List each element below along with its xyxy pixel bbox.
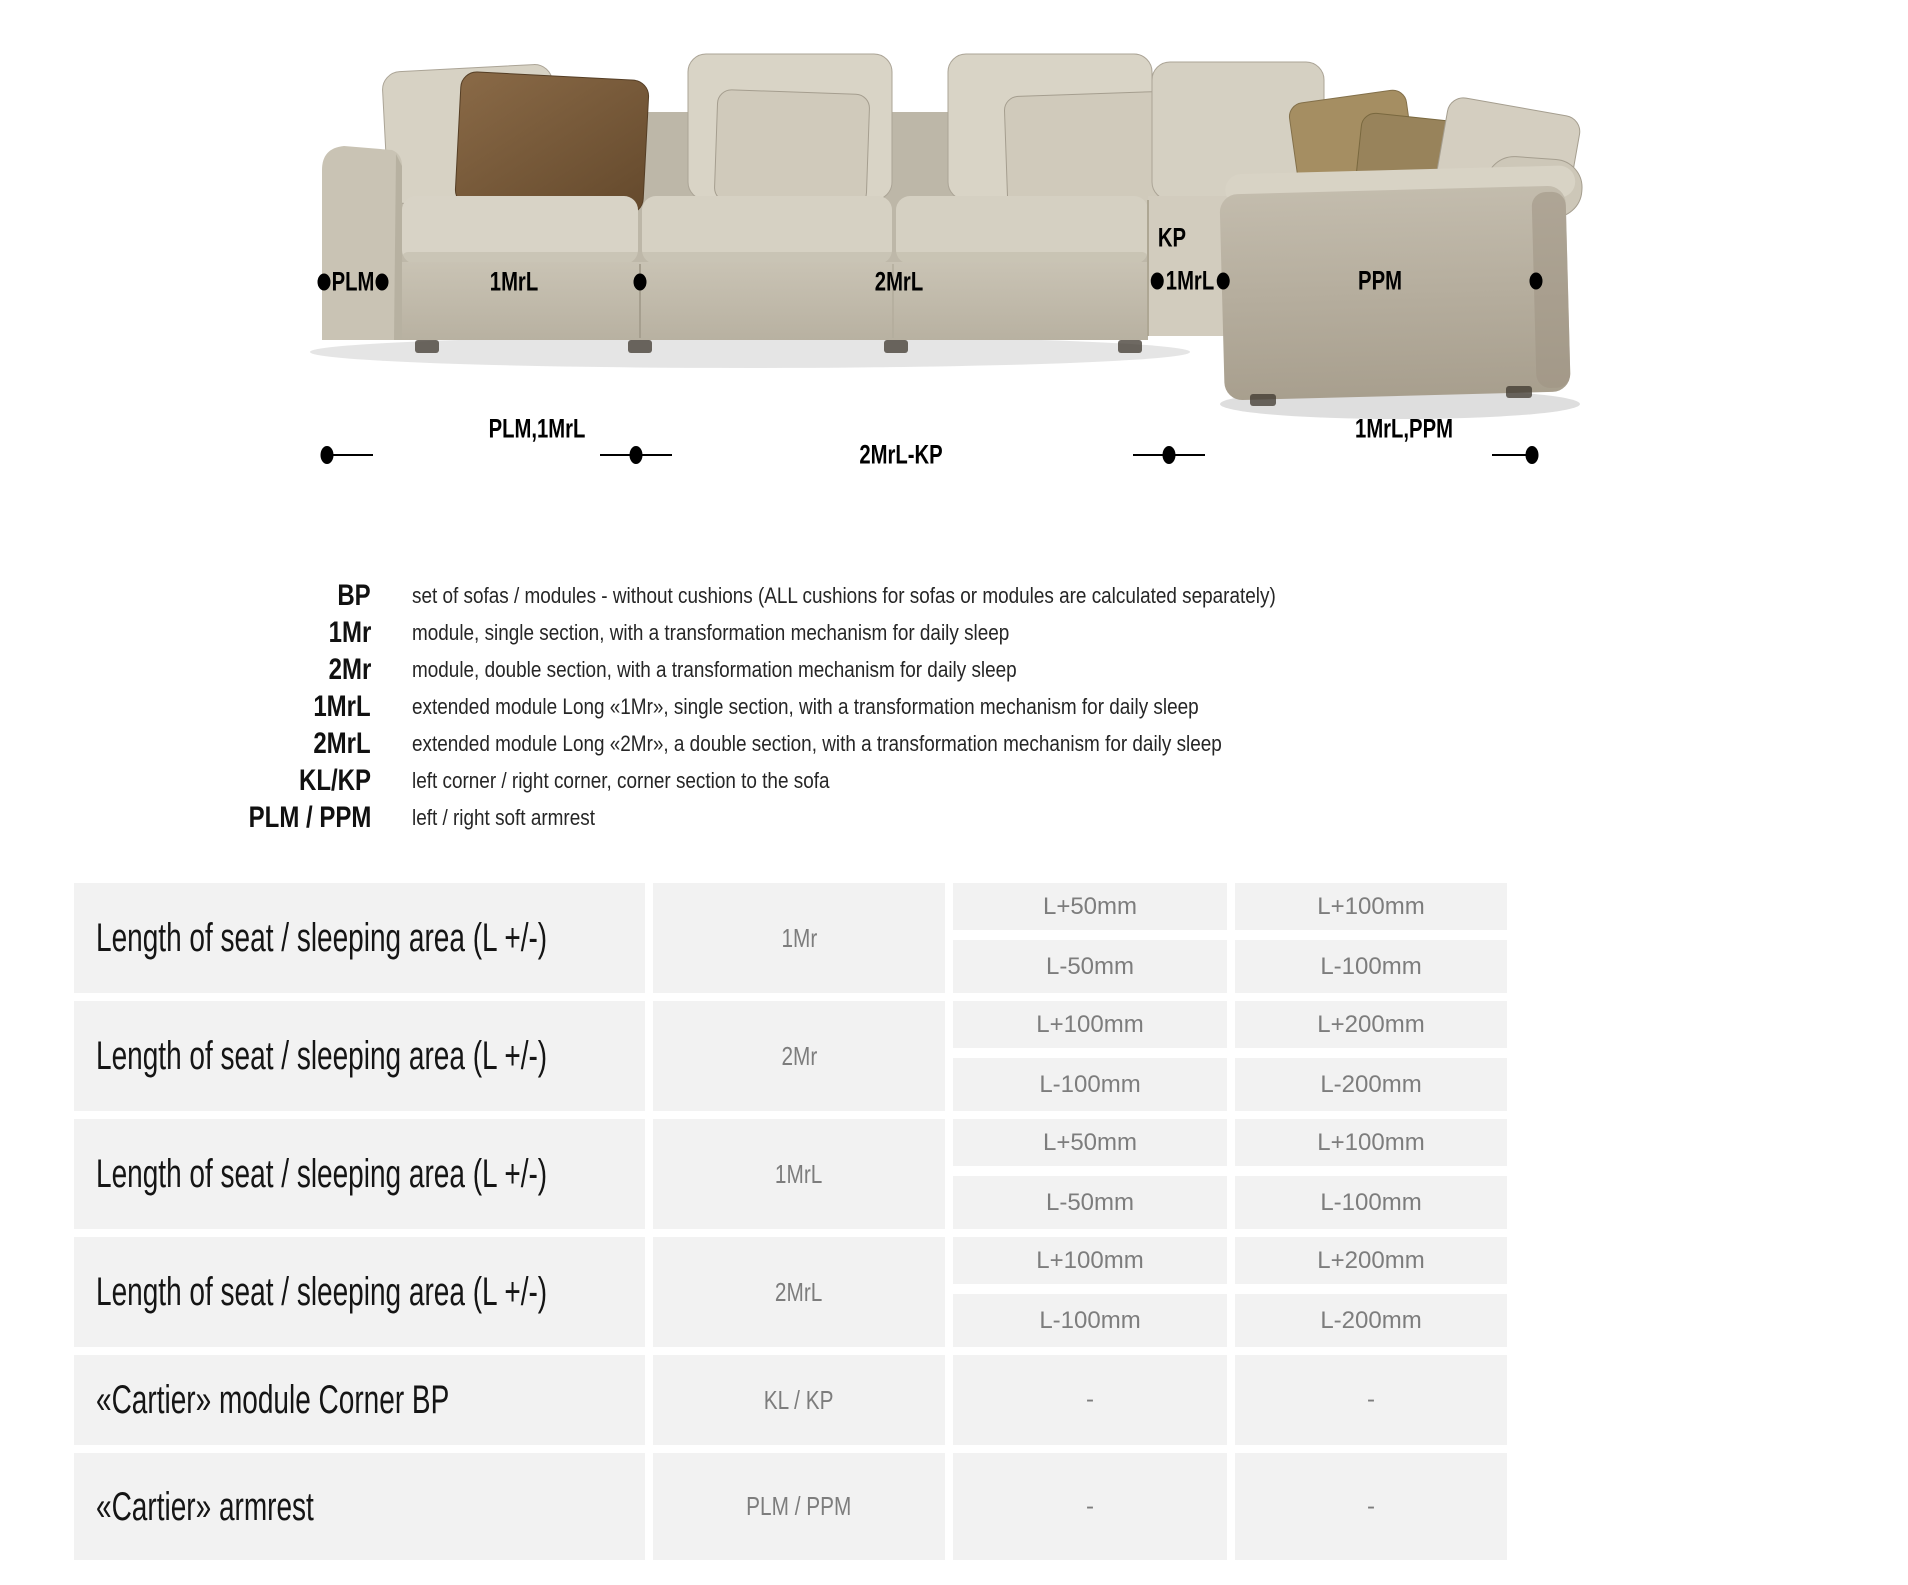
module-label-text: PLM (331, 266, 375, 297)
option-cell: L+50mm (953, 883, 1227, 930)
module-label-1mrl-right (1151, 265, 1230, 296)
option-cell: L-50mm (953, 1176, 1227, 1229)
option-cell: L-200mm (1235, 1294, 1507, 1347)
module-cell: PLM / PPM (653, 1453, 945, 1560)
option-cell: L+200mm (1235, 1237, 1507, 1284)
dimension-dot (1163, 446, 1176, 464)
table-row (74, 883, 1507, 993)
table-row (74, 1237, 1507, 1347)
option-cell: L-50mm (953, 940, 1227, 993)
module-label-text: 1MrL (489, 266, 539, 297)
legend-description: extended module Long «2Mr», a double section, with a transformation mechanism for daily sleep (412, 730, 1222, 756)
module-label-text: KP (1157, 222, 1187, 253)
dimension-dot (1526, 446, 1539, 464)
legend-key: 1MrL (313, 689, 371, 723)
module-label-text: 2MrL (874, 266, 924, 297)
row-label-cell: Length of seat / sleeping area (L +/-) (74, 1237, 645, 1347)
option-column (953, 883, 1227, 993)
option-cell: L+200mm (1235, 1001, 1507, 1048)
table-row (74, 1001, 1507, 1111)
option-column (953, 1119, 1227, 1229)
module-legend (0, 577, 1550, 836)
option-column (953, 1001, 1227, 1111)
dimension-label-middle: 2MrL-KP (859, 439, 943, 470)
legend-key: 2Mr (328, 652, 371, 686)
legend-key: 2MrL (313, 726, 371, 760)
dimension-label-right: 1MrL,PPM (1355, 413, 1453, 444)
row-label-cell: «Cartier» armrest (74, 1453, 645, 1560)
legend-row-2mrl (0, 725, 1550, 762)
row-label-cell: Length of seat / sleeping area (L +/-) (74, 1119, 645, 1229)
table-row (74, 1453, 1507, 1560)
option-cell: L-100mm (953, 1294, 1227, 1347)
legend-description: left corner / right corner, corner section to the sofa (412, 767, 830, 793)
option-cell: L-100mm (1235, 940, 1507, 993)
legend-row-plmppm (0, 799, 1550, 836)
option-cell: - (953, 1453, 1227, 1560)
row-label-cell: Length of seat / sleeping area (L +/-) (74, 883, 645, 993)
legend-row-klkp (0, 762, 1550, 799)
module-label-kp (1157, 222, 1187, 253)
row-label-cell: Length of seat / sleeping area (L +/-) (74, 1001, 645, 1111)
dimension-label-left: PLM,1MrL (488, 413, 586, 444)
sofa-figure (0, 0, 1908, 530)
option-column (1235, 1237, 1507, 1347)
option-column (1235, 883, 1507, 993)
legend-description: extended module Long «1Mr», single section, with a transformation mechanism for daily sleep (412, 693, 1199, 719)
module-cell: KL / KP (653, 1355, 945, 1445)
module-label-ppm (1357, 265, 1404, 296)
module-cell: 2MrL (653, 1237, 945, 1347)
legend-description: module, double section, with a transformation mechanism for daily sleep (412, 656, 1017, 682)
connector-dot (1530, 273, 1543, 290)
legend-description: module, single section, with a transformation mechanism for daily sleep (412, 619, 1010, 645)
option-cell: L+50mm (953, 1119, 1227, 1166)
module-cell: 2Mr (653, 1001, 945, 1111)
module-label-plm (318, 266, 389, 297)
option-cell: L-200mm (1235, 1058, 1507, 1111)
option-cell: - (953, 1355, 1227, 1445)
option-cell: L+100mm (953, 1237, 1227, 1284)
dimension-dot (630, 446, 643, 464)
module-label-text: 1MrL (1165, 265, 1215, 296)
legend-row-2mr (0, 651, 1550, 688)
legend-key: BP (337, 578, 371, 612)
table-row (74, 1119, 1507, 1229)
row-label-cell: «Cartier» module Corner BP (74, 1355, 645, 1445)
connector-dot (1151, 273, 1164, 290)
option-cell: L+100mm (1235, 1119, 1507, 1166)
connector-dot (376, 274, 389, 291)
option-column (953, 1237, 1227, 1347)
legend-row-bp (0, 577, 1550, 614)
legend-row-1mrl (0, 688, 1550, 725)
module-label-2mrl (873, 266, 926, 297)
module-cell: 1Mr (653, 883, 945, 993)
sofa-photo (0, 0, 1908, 530)
module-label-text: PPM (1358, 265, 1402, 296)
module-label-1mrl-left (488, 266, 541, 297)
option-cell: L-100mm (1235, 1176, 1507, 1229)
option-column (1235, 1119, 1507, 1229)
legend-key: PLM / PPM (248, 800, 371, 834)
connector-dot (634, 274, 647, 291)
legend-description: set of sofas / modules - without cushions (ALL cushions for sofas or modules are calculated separately) (412, 582, 1276, 608)
connector-dot (1216, 273, 1229, 290)
spec-table (74, 883, 1507, 1560)
legend-key: KL/KP (299, 763, 371, 797)
option-cell: - (1235, 1453, 1507, 1560)
dimension-line (327, 454, 373, 456)
legend-row-1mr (0, 614, 1550, 651)
legend-description: left / right soft armrest (412, 804, 595, 830)
dimension-dot (321, 446, 334, 464)
legend-key: 1Mr (328, 615, 371, 649)
option-cell: L-100mm (953, 1058, 1227, 1111)
option-column (1235, 1001, 1507, 1111)
table-row (74, 1355, 1507, 1445)
option-cell: L+100mm (1235, 883, 1507, 930)
option-cell: L+100mm (953, 1001, 1227, 1048)
module-cell: 1MrL (653, 1119, 945, 1229)
option-cell: - (1235, 1355, 1507, 1445)
connector-dot (318, 274, 331, 291)
